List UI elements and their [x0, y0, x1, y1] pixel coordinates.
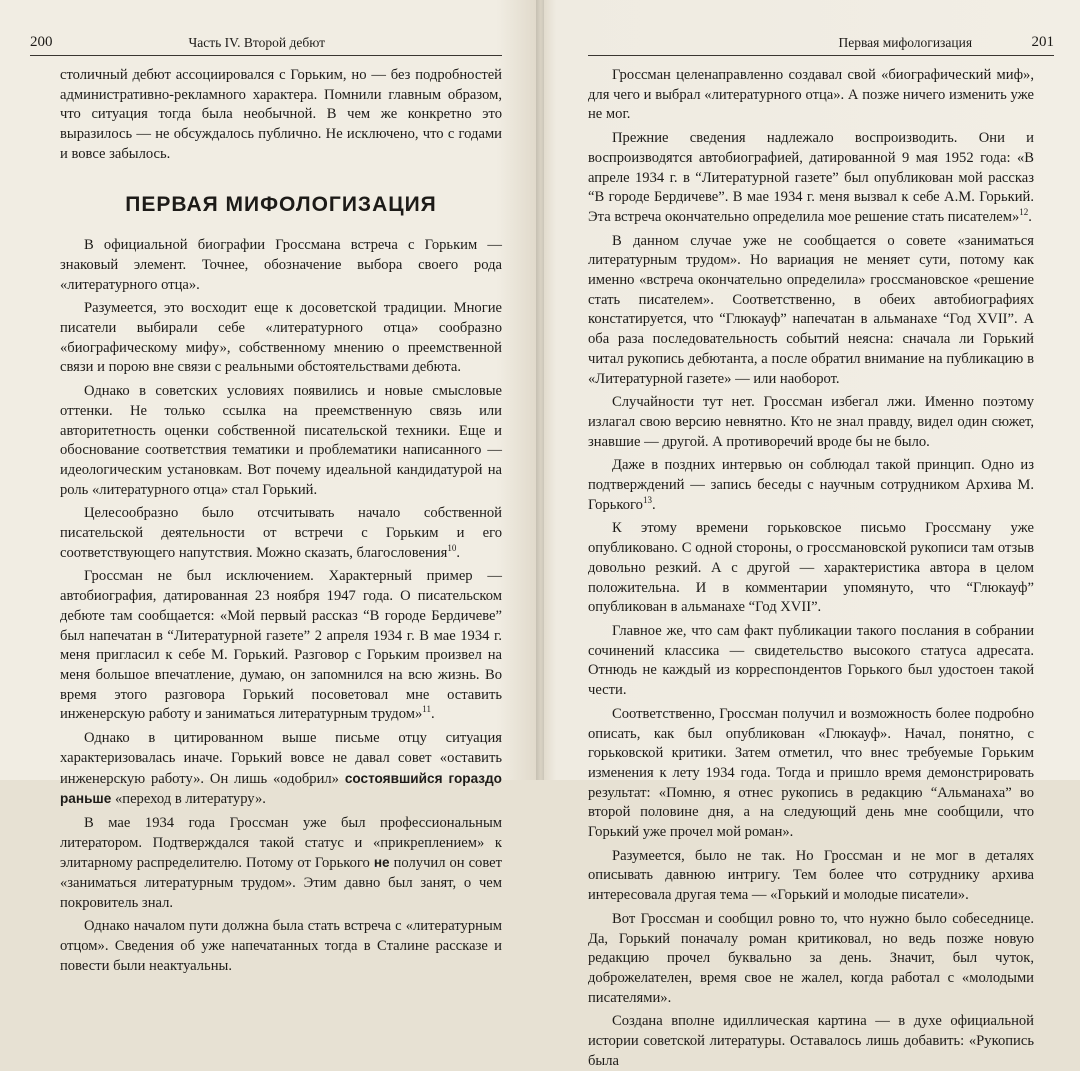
paragraph	[588, 456, 1034, 515]
paragraph-text: Главное же, что сам факт публикации такого послания в собрании сочинений классика — свидетельство высокого статуса адресата. Отнюдь не каждый из корреспондентов Горького был удостоен такой чести.	[588, 622, 1034, 699]
paragraph-text: В данном случае уже не сообщается о совете «заниматься литературным трудом». Но вариация не меняет сути, потому как именно «встреча окончательно определила» гроссмановское «решение стать писателем». Соответственно, в обеих автобиографиях констатируется, что “Глюкауф” напечатан в альманахе “Год XVII”. А оба раза последовательность событий неясна: сначала ли Горький читал рукопись дебютанта, а после обратил внимание на публикацию в «Литературной газете» — или наоборот.	[588, 232, 1034, 387]
paragraph	[588, 232, 1034, 390]
paragraph	[588, 622, 1034, 701]
page-number: 201	[1031, 34, 1054, 50]
book-gutter	[536, 0, 544, 780]
footnote-ref[interactable]: 11	[422, 704, 431, 715]
paragraph	[588, 705, 1034, 843]
paragraph	[588, 1012, 1034, 1071]
paragraph-text: Целесообразно было отсчитывать начало собственной писательской деятельности от встречи с Горьким и его соответствующего напутствия. Можно сказать, благословения	[60, 505, 502, 561]
paragraph	[60, 236, 502, 295]
paragraph-text: Прежние сведения надлежало воспроизводить. Они и воспроизводятся автобиографией, датированной 9 мая 1952 года: «В апреле 1934 г. в “Литературной газете” был опубликован мой рассказ “В городе Бердичеве”. В мае 1934 г. меня вызвал к себе А.М. Горький. Эта встреча окончательно определила мое решение стать писателем»	[588, 130, 1034, 225]
paragraph-text: Однако в цитированном выше письме отцу ситуация характеризовалась иначе. Горький вовсе не давал совет «оставить инженерскую работу». Он лишь «одобрил»	[60, 730, 502, 787]
paragraph-text: Случайности тут нет. Гроссман избегал лжи. Именно поэтому излагал свою версию невнятно. Кто не знал правду, видел один сюжет, знавшие — другой. А противоречий вроде бы не было.	[588, 394, 1034, 450]
paragraph-text-tail: .	[430, 706, 435, 723]
paragraph-text: Создана вполне идиллическая картина — в духе официальной истории советской литературы. Оставалось лишь добавить: «Рукопись была	[588, 1013, 1034, 1069]
paragraph	[60, 382, 502, 500]
paragraph-text-tail: .	[456, 544, 460, 561]
emphasis-text: не	[373, 855, 390, 871]
paragraph: столичный дебют ассоциировался с Горьким, но — без подробностей административно-рекламного характера. Помнили главным образом, что ситуация тогда была необычной. В чем же конкретно это выразилось — не обсуждалось публично. Не исключено, что с годами и вовсе забылось.	[60, 67, 502, 162]
paragraph	[588, 66, 1034, 125]
paragraph	[588, 847, 1034, 906]
paragraph-text-tail: .	[651, 496, 656, 513]
paragraph	[60, 504, 502, 563]
paragraph-text-tail: получил он совет «заниматься литературным трудом». Этим давно был занят, о чем покровитель знал.	[60, 855, 503, 911]
paragraph-text: В официальной биографии Гроссмана встреча с Горьким — знаковый элемент. Точнее, обозначение выбора своего рода «литературного отца».	[60, 237, 502, 293]
running-head-title: Первая мифологизация	[838, 35, 973, 50]
paragraph	[60, 299, 502, 378]
paragraph-text: Разумеется, было не так. Но Гроссман и не мог в деталях описывать давнюю интригу. Тем более что сотруднику архива интересовала другая тема — «Горький и молодые писатели».	[588, 847, 1034, 904]
footnote-ref[interactable]: 12	[1019, 207, 1029, 218]
footnote-ref[interactable]: 13	[642, 494, 652, 505]
paragraph-text-tail: .	[1028, 208, 1032, 225]
paragraph-text: Однако началом пути должна была стать встреча с «литературным отцом». Сведения об уже напечатанных тогда в Сталине рассказе и повести были неактуальны.	[60, 918, 502, 974]
paragraph-text: К этому времени горьковское письмо Гроссману уже опубликовано. С одной стороны, о гроссмановской рукописи там отзыв довольно резкий. А с другой — характеристика автора в целом положительна. И в комментарии упомянуто, что “Глюкауф” опубликован в альманахе “Год XVII”.	[588, 520, 1034, 616]
paragraph-text: Соответственно, Гроссман получил и возможность более подробно описать, как был опубликован «Глюкауф». Начал, понятно, с горьковской критики. Затем отметил, что внес требуемые Горьким изменения к лету 1934 года. Тогда и пришло время демонстрировать результат: «Помню, я отнес рукопись в редакцию “Альманаха” во второй половине дня, а на следующий день мне сообщили, что Горький уже прочел мой роман».	[588, 705, 1034, 841]
paragraph	[60, 567, 502, 725]
paragraph-text-tail: «переход в литературу».	[111, 791, 266, 808]
paragraph-text: Однако в советских условиях появились и новые смысловые оттенки. Не только ссылка на преемственную связь или авторитетность оценки собственной писательской техники. Еще и обоснование соответствия тематики и проблематики написанного — идеологическим установкам. Вот почему идеальной кандидатурой на роль «литературного отца» стал Горький.	[60, 383, 502, 498]
paragraph	[60, 917, 502, 976]
page-number: 200	[30, 34, 53, 50]
running-head-title: Часть IV. Второй дебют	[188, 35, 326, 50]
paragraph	[60, 729, 502, 810]
paragraph-text: Разумеется, это восходит еще к досоветской традиции. Многие писатели выбирали себе «литературного отца» сообразно «биографическому мифу», собственному мнению о преемственной связи и порою вне связи с реальными обстоятельствами дебюта.	[60, 300, 502, 376]
right-page-text	[588, 66, 1034, 1071]
right-page	[540, 0, 1080, 1069]
paragraph	[588, 393, 1034, 452]
paragraph-text: Даже в поздних интервью он соблюдал такой принцип. Одно из подтверждений — запись беседы с научным сотрудником Архива М. Горького	[588, 457, 1034, 513]
footnote-ref[interactable]: 10	[447, 542, 457, 553]
right-running-head	[588, 34, 1054, 56]
left-page-text	[60, 66, 502, 977]
section-heading: ПЕРВАЯ МИФОЛОГИЗАЦИЯ	[125, 192, 437, 216]
paragraph	[60, 814, 502, 914]
paragraph-text: Гроссман не был исключением. Характерный пример — автобиография, датированная 23 ноября 1947 года. О писательском дебюте там сообщается: «Мой первый рассказ “В городе Бердичеве” был напечатан в “Литературной газете” 2 апреля 1934 г. В мае 1934 г. меня пригласил к себе М. Горький. Разговор с Горьким произвел на меня большое впечатление, думаю, он запомнился на всю жизнь. Во время этого разговора Горький посоветовал мне оставить инженерскую работу и заниматься литературным трудом»	[60, 568, 502, 723]
left-page	[0, 0, 540, 974]
paragraph-text: Гроссман целенаправленно создавал свой «биографический миф», для чего и выбрал «литературного отца». А позже ничего изменить уже не мог.	[588, 67, 1034, 123]
paragraph-text: В мае 1934 года Гроссман уже был профессиональным литератором. Подтверждался такой статус и «прикреплением» к элитарному распределителю. Потому от Горького	[60, 814, 502, 872]
paragraph	[588, 519, 1034, 618]
left-running-head	[30, 34, 502, 56]
paragraph	[588, 910, 1034, 1009]
paragraph-text: Вот Гроссман и сообщил ровно то, что нужно было собеседнице. Да, Горький поначалу роман критиковал, но ведь позже новую редакцию прочел буквально за день. Значит, был чуток, доброжелателен, время свое не жалел, когда работал с «молодыми писателями».	[588, 910, 1034, 1006]
emphasis-text: состоявшийся гораздо раньше	[60, 770, 502, 807]
paragraph	[588, 129, 1034, 228]
